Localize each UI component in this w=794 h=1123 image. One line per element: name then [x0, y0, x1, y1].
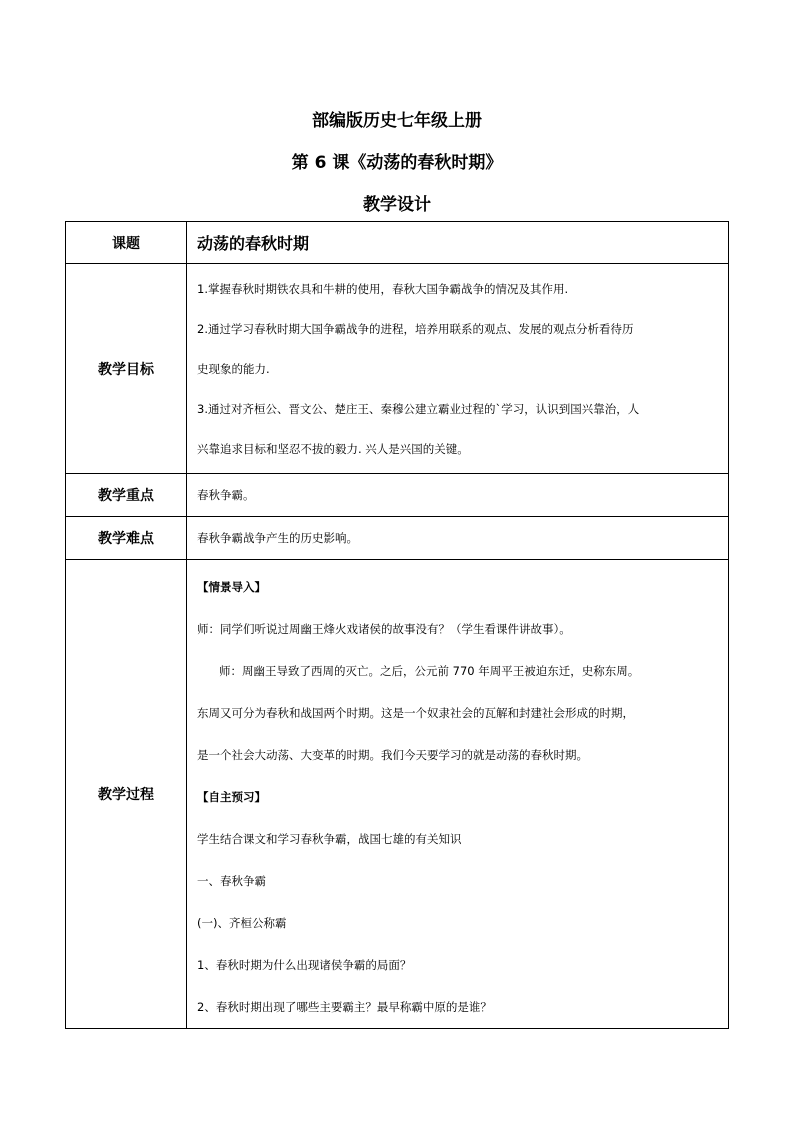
- goal-line: 史现象的能力.: [197, 361, 270, 376]
- section-heading: 【情景导入】: [197, 580, 266, 594]
- process-line: 学生结合课文和学习春秋争霸，战国七雄的有关知识: [197, 832, 462, 846]
- process-line: 2、春秋时期出现了哪些主要霸主？最早称霸中原的是谁？: [197, 1000, 492, 1014]
- process-label: 教学过程: [66, 560, 187, 1029]
- process-line: 是一个社会大动荡、大变革的时期。我们今天要学习的就是动荡的春秋时期。: [197, 748, 588, 762]
- doc-title-line2: 第 6 课《动荡的春秋时期》: [291, 153, 503, 173]
- difficult-label: 教学难点: [66, 517, 187, 560]
- goal-line: 1.掌握春秋时期铁农具和牛耕的使用，春秋大国争霸战争的情况及其作用.: [197, 281, 569, 296]
- goal-line: 2.通过学习春秋时期大国争霸战争的进程，培养用联系的观点、发展的观点分析看待历: [197, 321, 634, 336]
- key-value: 春秋争霸。: [187, 474, 729, 517]
- goals-label: 教学目标: [66, 264, 187, 474]
- row-topic: [66, 222, 729, 264]
- row-difficult: [66, 517, 729, 560]
- process-line: 一、春秋争霸: [197, 874, 266, 888]
- row-key: [66, 474, 729, 517]
- topic-value: 动荡的春秋时期: [187, 222, 729, 264]
- row-goals: [66, 264, 729, 474]
- section-heading: 【自主预习】: [197, 790, 266, 804]
- process-line: (一)、齐桓公称霸: [197, 916, 287, 930]
- goals-content: [187, 264, 729, 474]
- doc-title-line3: 教学设计: [363, 195, 431, 215]
- process-line: 师：周幽王导致了西周的灭亡。之后，公元前 770 年周平王被迫东迁，史称东周。: [219, 664, 640, 678]
- process-content: [187, 560, 729, 1029]
- goal-line: 3.通过对齐桓公、晋文公、楚庄王、秦穆公建立霸业过程的`学习，认识到国兴靠治，人: [197, 401, 640, 416]
- process-line: 东周又可分为春秋和战国两个时期。这是一个奴隶社会的瓦解和封建社会形成的时期，: [197, 706, 634, 720]
- lesson-plan-table: [65, 221, 729, 1029]
- process-line: 1、春秋时期为什么出现诸侯争霸的局面？: [197, 958, 412, 972]
- topic-label: 课题: [66, 222, 187, 264]
- process-line: 师：同学们听说过周幽王烽火戏诸侯的故事没有？（学生看课件讲故事）。: [197, 622, 571, 636]
- difficult-value: 春秋争霸战争产生的历史影响。: [187, 517, 729, 560]
- goal-line: 兴靠追求目标和坚忍不拔的毅力. 兴人是兴国的关键。: [197, 441, 469, 456]
- key-label: 教学重点: [66, 474, 187, 517]
- row-process: [66, 560, 729, 1029]
- doc-title-line1: 部编版历史七年级上册: [312, 111, 482, 131]
